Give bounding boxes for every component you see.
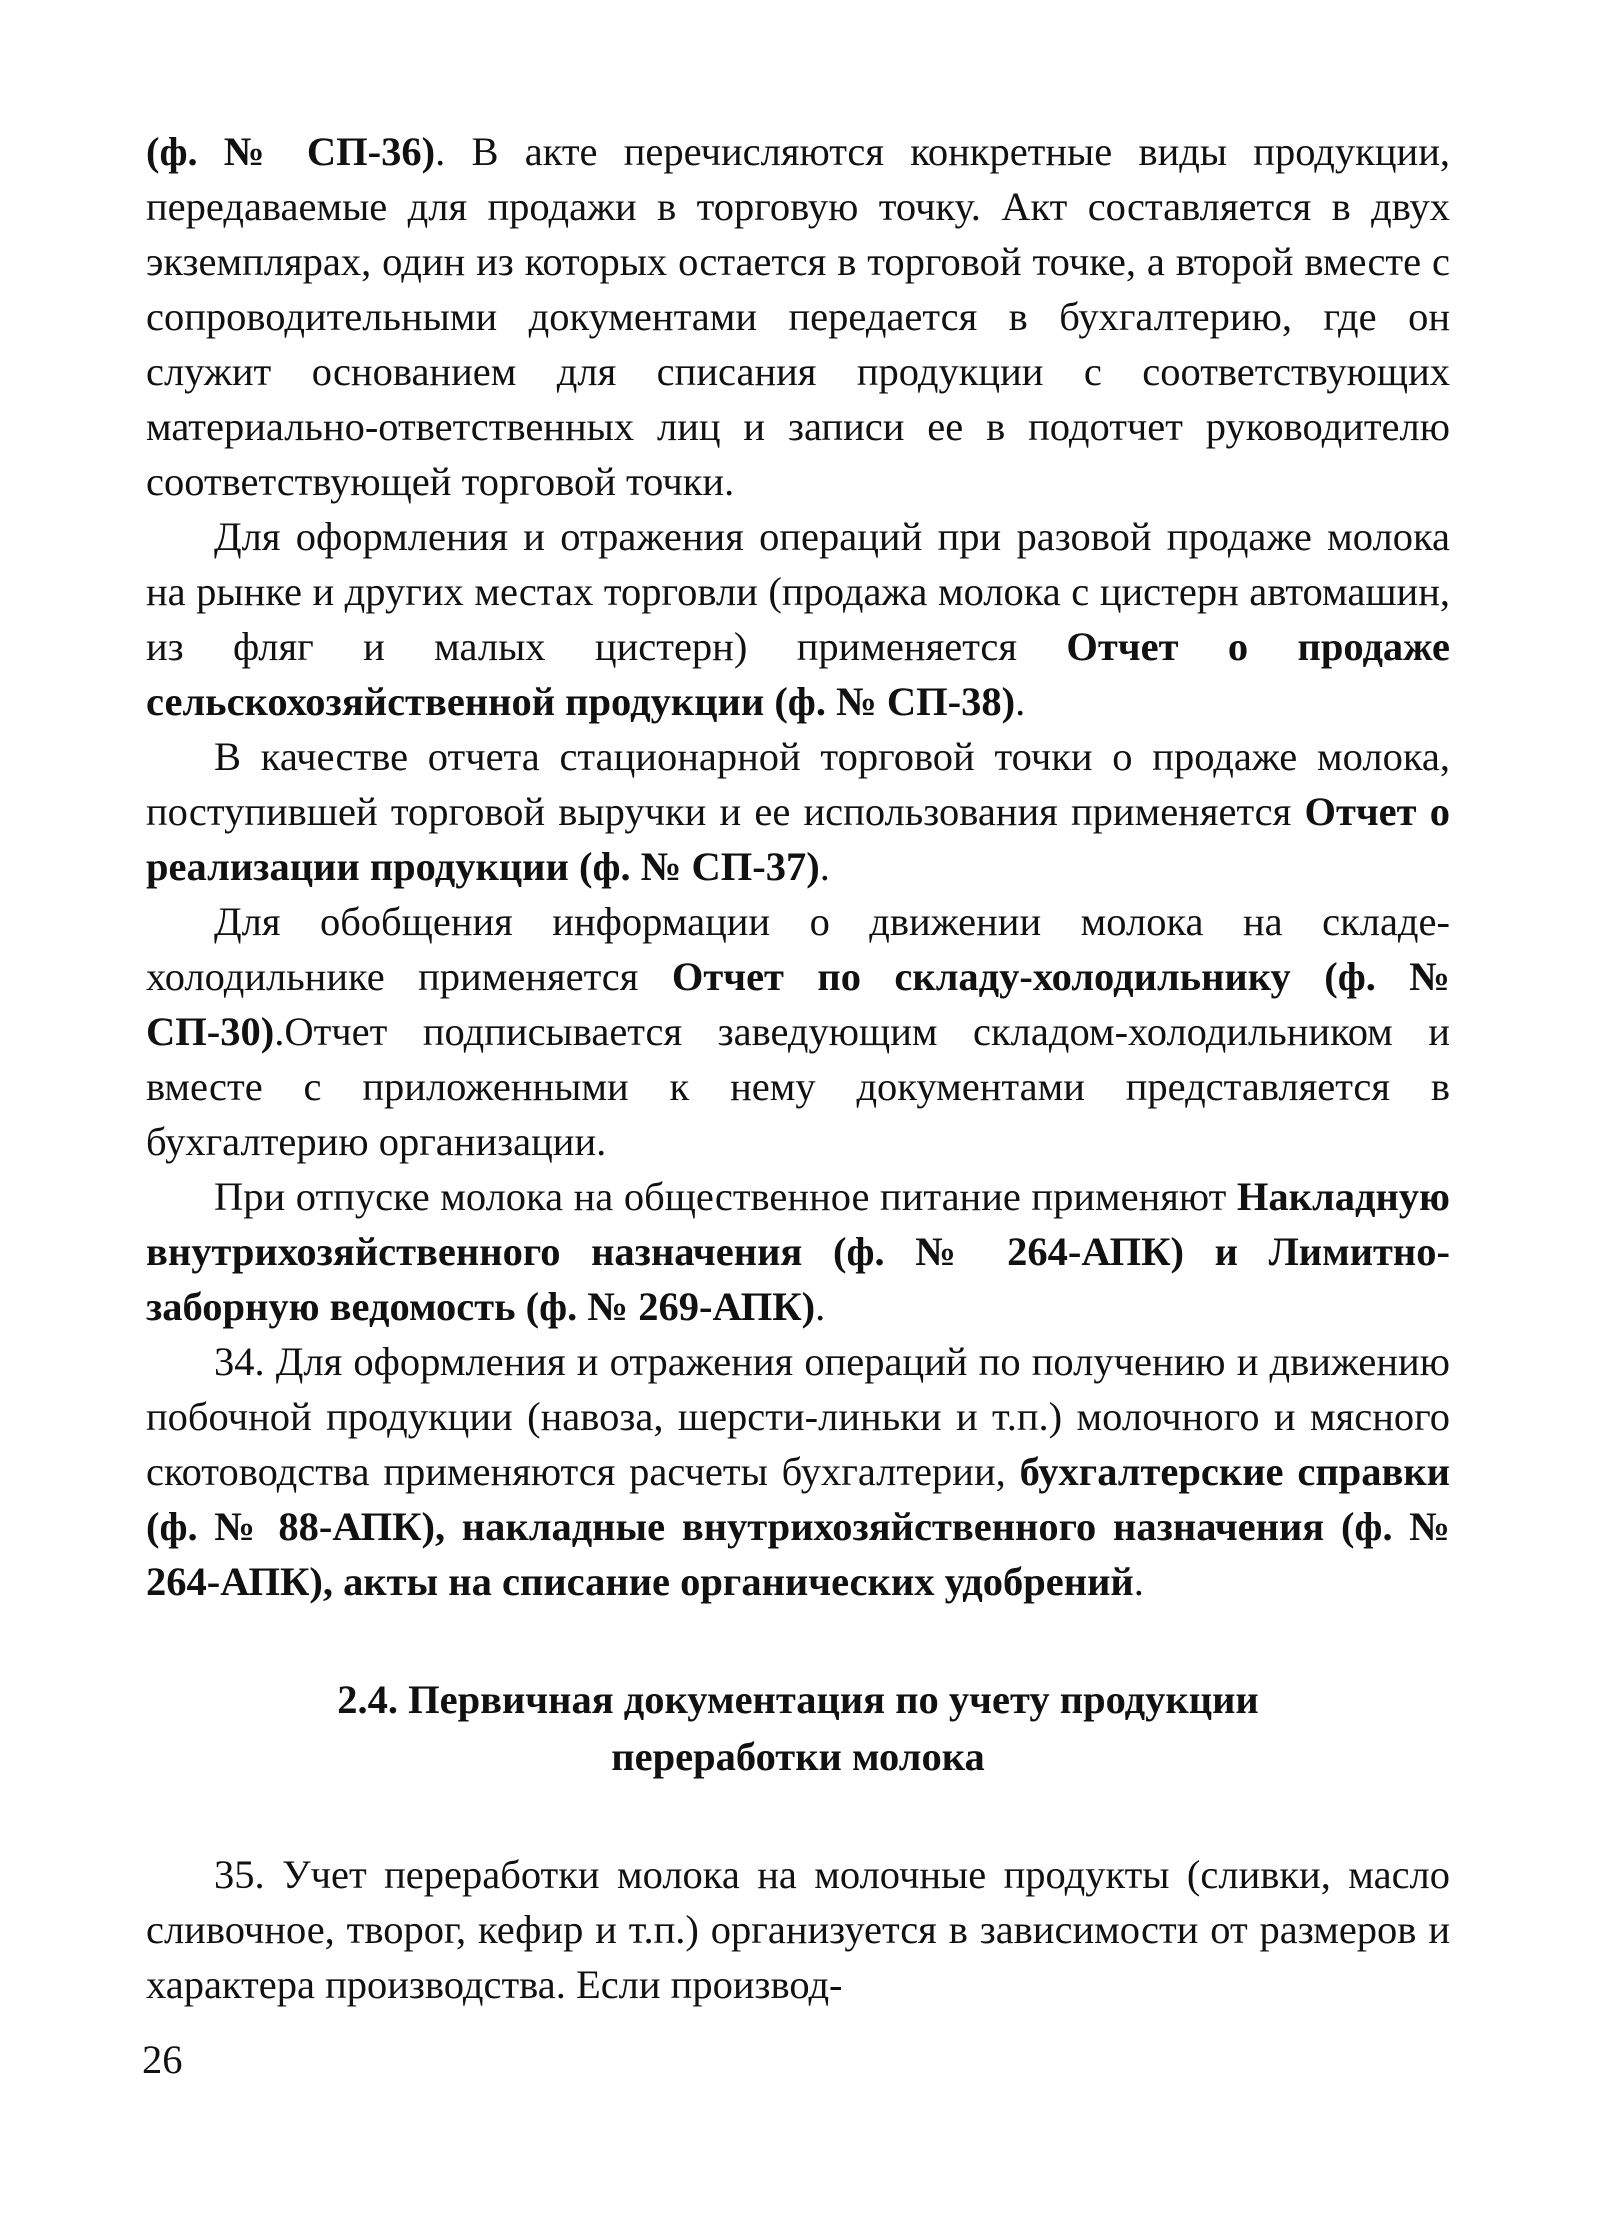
paragraph-264-apk xyxy=(146,1169,1450,1334)
paragraph-text: При отпуске молока на общественное питание применяют xyxy=(214,1174,1237,1219)
paragraph-text: Для оформления и отражения операций при разовой продаже молока на рынке и других местах торговли (продажа молока с цистерн автомашин, из фляг и малых цистерн) применяется xyxy=(146,514,1450,669)
paragraph-text: . В акте перечисляются конкретные виды продукции, передаваемые для продажи в торговую точку. Акт составляется в двух экземплярах, один из которых остается в торговой точке, а второй вместе с сопроводительными документами передается в бухгалтерию, где он служит основанием для списания продукции с соответствующих материально-ответственных лиц и записи ее в подотчет руководителю соответствующей торговой точки. xyxy=(146,129,1450,504)
page-body xyxy=(146,124,1450,2012)
paragraph-text: В качестве отчета стационарной торговой точки о продаже молока, поступившей торговой выручки и ее использования применяется xyxy=(146,734,1450,834)
section-heading-line-1: 2.4. Первичная документация по учету продукции xyxy=(337,1677,1259,1722)
paragraph-continuation xyxy=(146,124,1450,509)
paragraph-text: . xyxy=(815,1284,826,1329)
paragraph-34 xyxy=(146,1334,1450,1609)
section-heading xyxy=(146,1671,1450,1785)
paragraph-text: . xyxy=(1015,679,1026,724)
paragraph-text: . xyxy=(819,844,830,889)
paragraph-sp38 xyxy=(146,509,1450,729)
paragraph-sp30 xyxy=(146,894,1450,1169)
form-reference: (ф. № СП-36) xyxy=(146,129,436,174)
section-heading-line-2: переработки молока xyxy=(611,1734,985,1779)
form-reference: Отчет о реализации продукции (ф. № СП-37) xyxy=(146,789,1450,889)
paragraph-text: 35. Учет переработки молока на молочные продукты (сливки, масло сливочное, творог, кефир и т.п.) организуется в зависимости от размеров и характера производства. Если производ- xyxy=(146,1852,1450,2007)
form-reference: Отчет о продаже сельскохозяйственной продукции (ф. № СП-38) xyxy=(146,624,1450,724)
form-reference: Накладную внутрихозяйственного назначения (ф. № 264-АПК) и Лимитно-заборную ведомость (ф. № 269-АПК) xyxy=(146,1174,1450,1329)
paragraph-text: Для обобщения информации о движении молока на складе-холодильнике применяется xyxy=(146,899,1450,999)
form-reference: Отчет по складу-холодильнику (ф. № СП-30) xyxy=(146,954,1450,1054)
form-reference: бухгалтерские справки (ф. № 88-АПК), накладные внутрихозяйственного назначения (ф. № 264-АПК), акты на списание органических удобрений xyxy=(146,1449,1450,1604)
paragraph-sp37 xyxy=(146,729,1450,894)
paragraph-text: . xyxy=(1133,1559,1144,1604)
paragraph-35 xyxy=(146,1847,1450,2012)
paragraph-text: 34. Для оформления и отражения операций по получению и движению побочной продукции (навоза, шерсти-линьки и т.п.) молочного и мясного скотоводства применяются расчеты бухгалтерии, xyxy=(146,1339,1450,1494)
page-number: 26 xyxy=(142,2037,183,2082)
paragraph-text: .Отчет подписывается заведующим складом-холодильником и вместе с приложенными к нему документами представляется в бухгалтерию организации. xyxy=(146,1009,1450,1164)
